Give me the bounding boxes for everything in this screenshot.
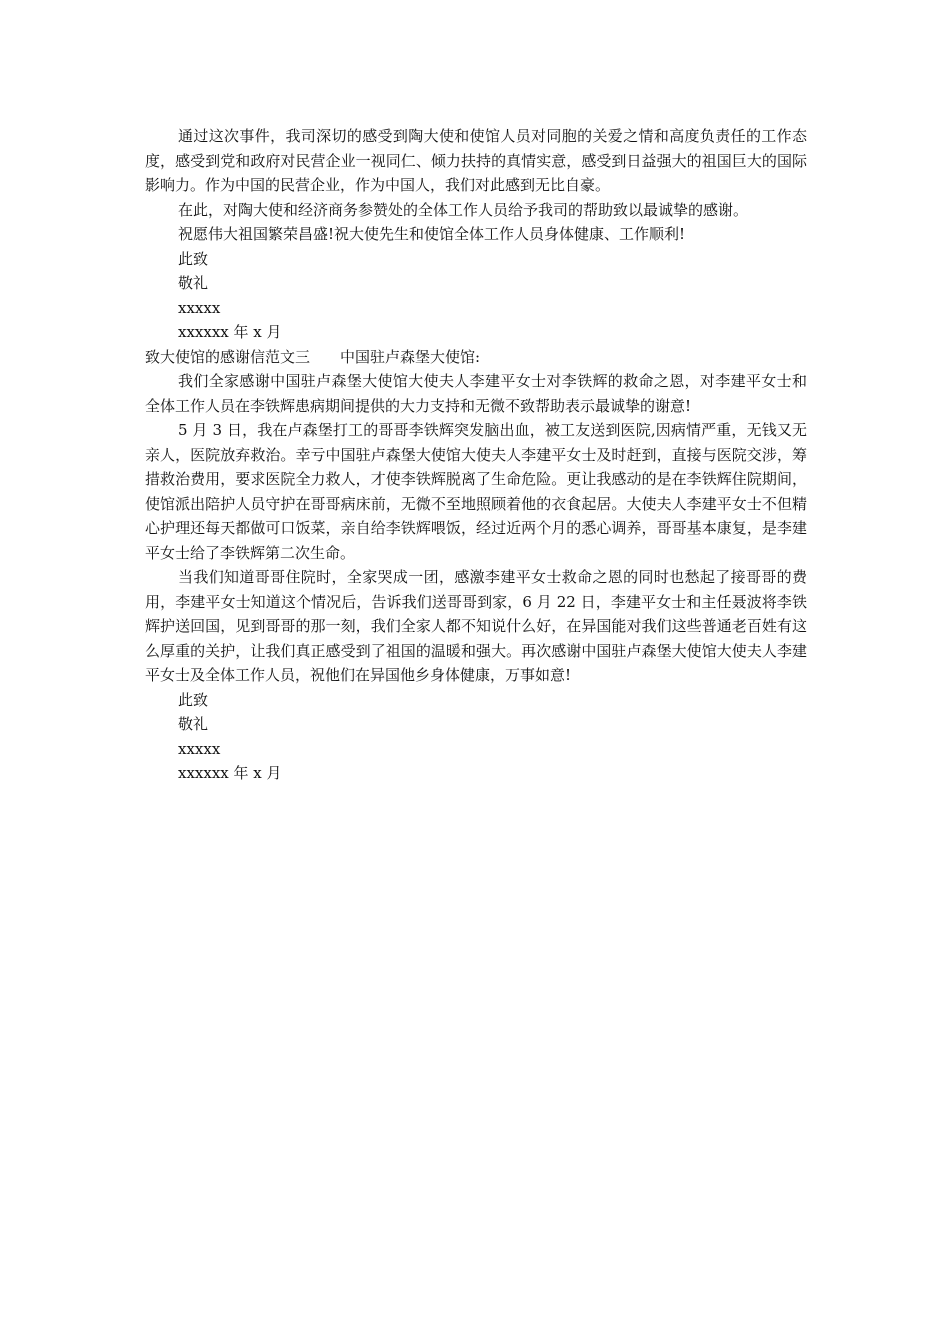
letter2-paragraph-3: 当我们知道哥哥住院时，全家哭成一团，感激李建平女士救命之恩的同时也愁起了接哥哥的费用，李建平女士知道这个情况后，告诉我们送哥哥到家，6 月 22 日，李建平女士和主任聂波将李铁辉护送回国，见到哥哥的那一刻，我们全家人都不知说什么好，在异国能对我们这些普通老百姓有这么厚重的关护，让我们真正感受到了祖国的温暖和强大。再次感谢中国驻卢森堡大使馆大使夫人李建平女士及全体工作人员，祝他们在异国他乡身体健康，万事如意! [145,568,807,684]
letter2-paragraph-2: 5 月 3 日，我在卢森堡打工的哥哥李铁辉突发脑出血，被工友送到医院,因病情严重，无钱又无亲人，医院放弃救治。幸亏中国驻卢森堡大使馆大使夫人李建平女士及时赶到，直接与医院交涉，筹措救治费用，要求医院全力救人，才使李铁辉脱离了生命危险。更让我感动的是在李铁辉住院期间，使馆派出陪护人员守护在哥哥病床前，无微不至地照顾着他的衣食起居。大使夫人李建平女士不但精心护理还每天都做可口饭菜，亲自给李铁辉喂饭，经过近两个月的悉心调养，哥哥基本康复，是李建平女士给了李铁辉第二次生命。 [145,421,807,562]
letter1-paragraph-3: 祝愿伟大祖国繁荣昌盛!祝大使先生和使馆全体工作人员身体健康、工作顺利! [178,225,686,243]
letter2-closing-jingli: 敬礼 [178,715,209,733]
letter1-paragraph-1: 通过这次事件，我司深切的感受到陶大使和使馆人员对同胞的关爱之情和高度负责任的工作态度，感受到党和政府对民营企业一视同仁、倾力扶持的真情实意，感受到日益强大的祖国巨大的国际影响力。作为中国的民营企业，作为中国人，我们对此感到无比自豪。 [145,127,807,194]
letter1-closing-cizhi: 此致 [178,249,209,268]
letter2-salutation: 中国驻卢森堡大使馆: [340,347,481,366]
letter2-signature: xxxxx [178,739,221,758]
letter1-date: xxxxxx 年 x 月 [178,323,282,341]
letter1-signature: xxxxx [178,298,221,317]
letter2-heading-line [145,345,807,370]
letter1-closing-jingli: 敬礼 [178,274,209,292]
letter2-date: xxxxxx 年 x 月 [178,764,282,782]
letter2-closing-cizhi: 此致 [178,690,209,709]
letter1-paragraph-2: 在此，对陶大使和经济商务参赞处的全体工作人员给予我司的帮助致以最诚挚的感谢。 [178,200,749,219]
document-page [145,124,807,786]
letter2-paragraph-1: 我们全家感谢中国驻卢森堡大使馆大使夫人李建平女士对李铁辉的救命之恩，对李建平女士和全体工作人员在李铁辉患病期间提供的大力支持和无微不致帮助表示最诚挚的谢意! [145,372,807,415]
letter2-title: 致大使馆的感谢信范文三 [145,347,311,366]
